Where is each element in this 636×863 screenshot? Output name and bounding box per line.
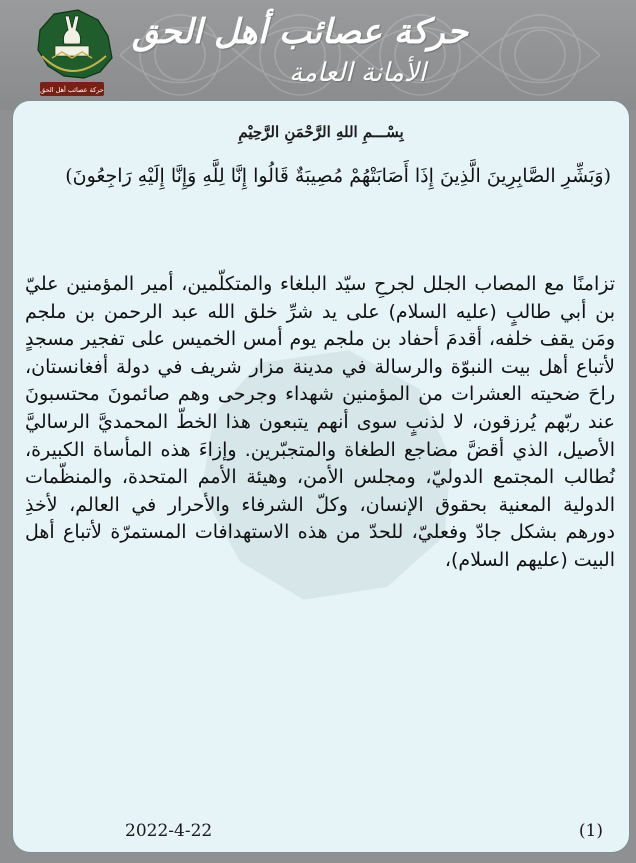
quran-verse: (وَبَشِّرِ الصَّابِرِينَ الَّذِينَ إِذَا أَصَابَتْهُمْ مُصِيبَةٌ قَالُوا إِنَّا لِلَّهِ وَإِنَّا إِلَيْهِ رَاجِعُونَ) [65,165,611,187]
page-number: (1) [578,821,603,841]
statement-panel [12,100,630,853]
statement-date: 2022-4-22 [125,821,213,841]
organization-logo [22,6,122,102]
organization-name: حركة عصائب أهل الحق [132,12,468,52]
logo-banner [40,82,104,96]
iraq-map-emblem-icon [38,10,112,78]
logo-banner-text: حركة عصائب أهل الحق [40,86,104,94]
basmala: بِسْـــمِ اللهِ الرَّحْمَنِ الرَّحِيْمِ [238,123,404,141]
organization-division: الأمانة العامة [289,58,426,88]
statement-body: تزامنًا مع المصاب الجلل لجرحِ سيّد البلغاء والمتكلّمين، أمير المؤمنين عليّ بن أبي طالبٍ (عليه السلام) على يد شرِّ خلق الله عبد الرحمن بن ملجم ومَن يقف خلفه، أقدمَ أحفاد بن ملجم يوم أمس الخميس على تفجير مسجدٍ لأتباع أهل بيت النبوّة والرسالة في مدينة مزار شريف في دولة أفغانستان، راحَ ضحيته العشرات من المؤمنين شهداء وجرحى وهم صائمونَ محتسبونَ عند ربّهم يُرزقون، لا لذنبٍ سوى أنهم يتبعون هذا الخطّ المحمديَّ الرساليَّ الأصيل، الذي أقضَّ مضاجع الطغاة والمتجبّرين. وإزاءَ هذه المأساة الكبيرة، نُطالب المجتمع الدوليّ، ومجلس الأمن، وهيئة الأمم المتحدة، والمنظّمات الدولية المعنية بحقوق الإنسان، وكلّ الشرفاء والأحرار في العالم، لأخذِ دورهم بشكل جادّ وفعليّ، للحدّ من هذه الاستهدافات المستمرّة لأتباع أهل البيت (عليهم السلام)، [25,273,615,571]
letterhead [0,0,636,110]
